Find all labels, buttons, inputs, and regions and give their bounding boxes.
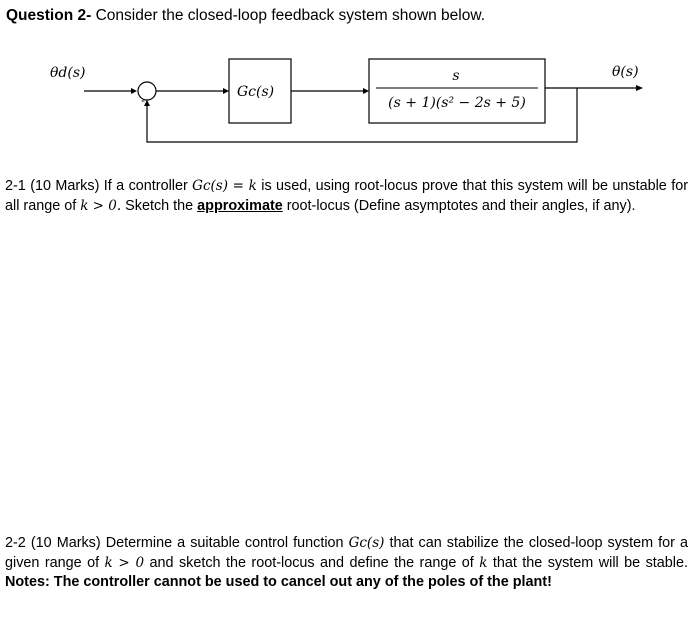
part2-text-3: and sketch the root-locus and define the range of <box>144 554 480 571</box>
minus-sign: - <box>141 93 145 107</box>
part1-text-2: is used, using root-locus prove that this system will be unstable for all range of <box>5 178 689 214</box>
part-2-2 <box>5 534 688 593</box>
input-label: θd(s) <box>50 65 86 81</box>
part1-math-k: k > 0. <box>80 197 122 214</box>
part1-math-gc: Gc(s) = k <box>192 178 257 194</box>
part2-math-k2: k <box>479 554 488 571</box>
input-arrowhead <box>131 88 137 94</box>
part1-emphasis: approximate <box>197 197 283 214</box>
part2-math-k: k > 0 <box>104 554 145 571</box>
question-text: Consider the closed-loop feedback system shown below. <box>91 7 486 24</box>
plant-numerator: s <box>452 68 460 84</box>
part1-text-4: root-locus (Define asymptotes and their angles, if any). <box>282 197 636 214</box>
controller-arrowhead <box>223 88 229 94</box>
block-diagram <box>0 0 700 160</box>
plant-arrowhead <box>363 88 369 94</box>
part1-text-1: If a controller <box>99 178 193 194</box>
part2-text-2: that can stabilize the closed-loop system for a given range of <box>5 535 688 571</box>
part1-text-3: Sketch the <box>121 197 198 214</box>
part2-math-gc: Gc(s) <box>348 535 385 551</box>
part2-text-4: that the system will be stable. <box>487 554 688 571</box>
output-arrowhead <box>636 85 643 91</box>
part-2-1 <box>5 177 688 216</box>
part1-label: 2-1 (10 Marks) <box>5 178 100 194</box>
controller-label: Gc(s) <box>237 84 275 100</box>
question-label: Question 2- <box>6 7 92 24</box>
part2-label: 2-2 (10 Marks) <box>5 535 101 551</box>
part2-note: Notes: The controller cannot be used to cancel out any of the poles of the plant! <box>5 574 552 590</box>
plant-denominator: (s + 1)(s² − 2s + 5) <box>388 95 526 111</box>
output-label: θ(s) <box>612 64 639 80</box>
part2-text-1: Determine a suitable control function <box>100 535 349 551</box>
